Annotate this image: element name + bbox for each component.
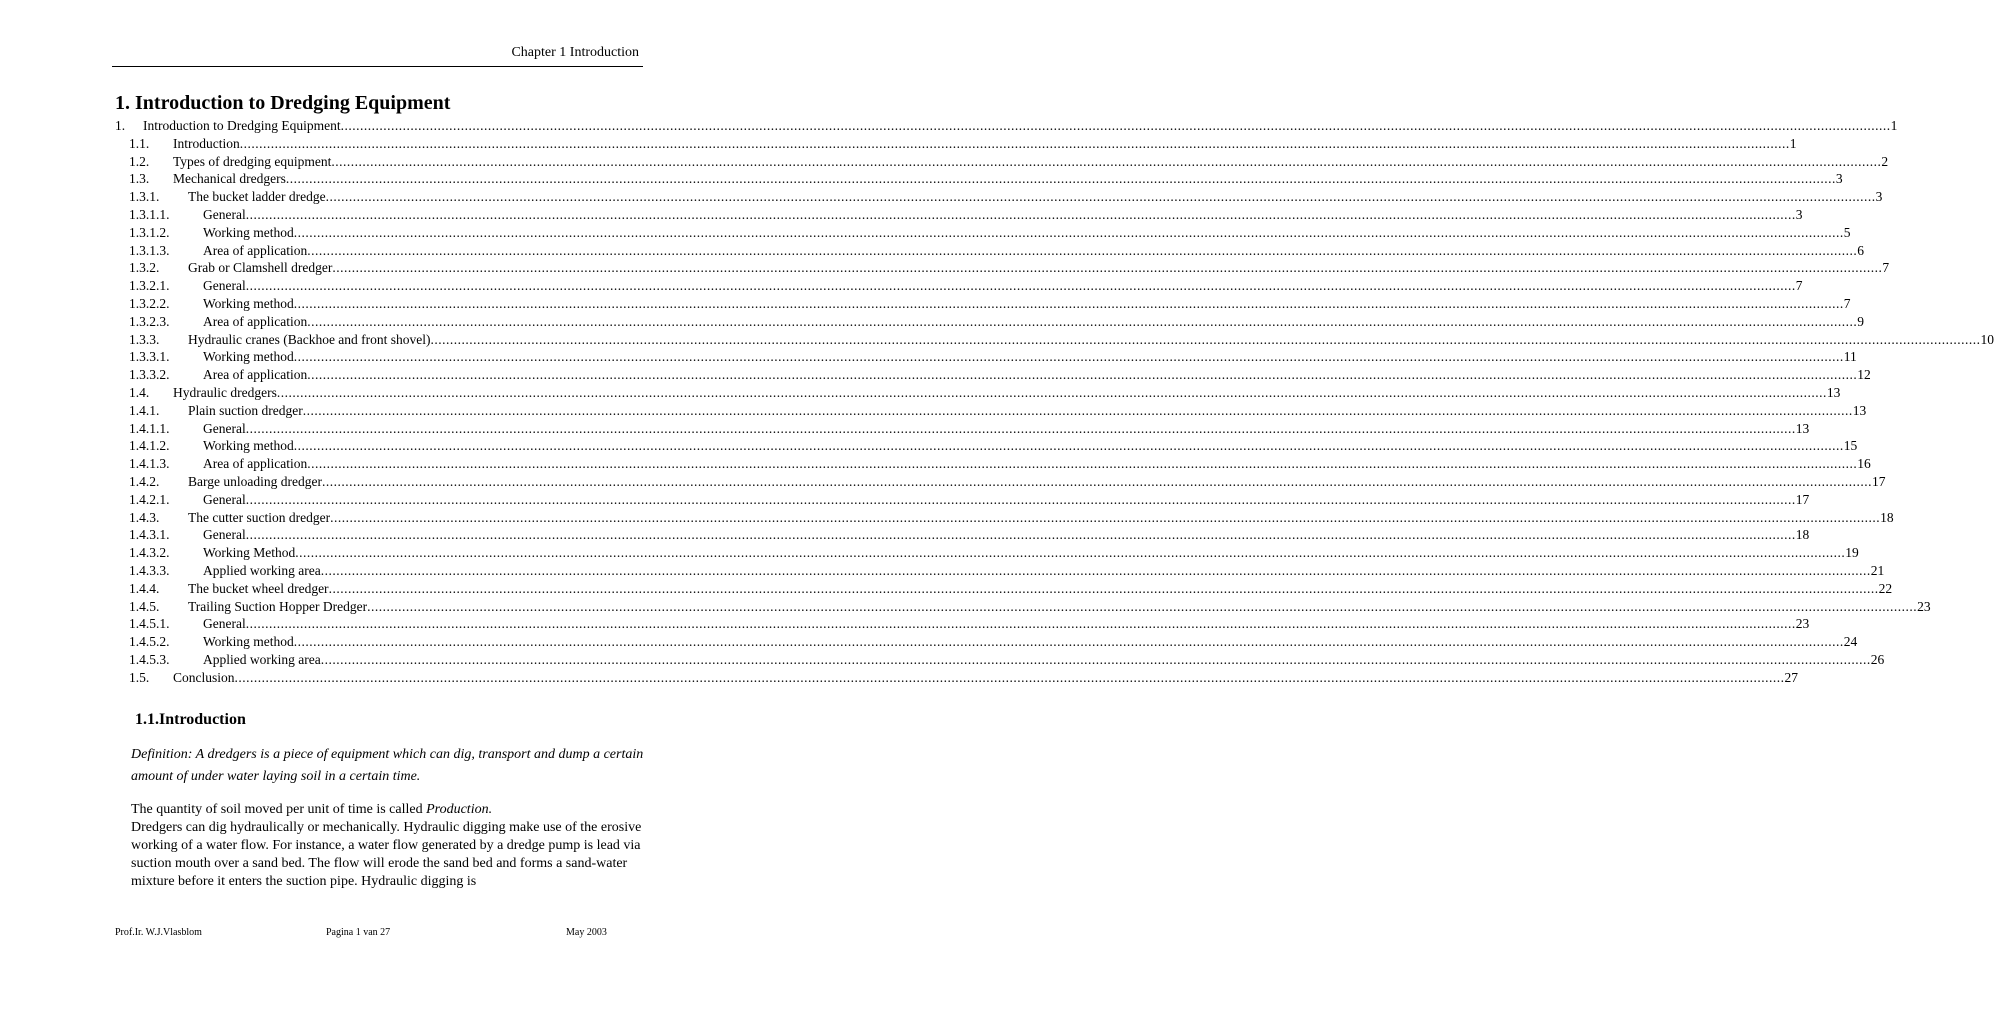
toc-number: 1.3.2.2.	[129, 295, 170, 311]
toc-label: Working method	[203, 295, 294, 311]
toc-label: Working method	[203, 349, 294, 365]
toc-leader-dots: ................................................................................................................................................................................................................................................................................................................................................................................................................	[307, 367, 1858, 383]
toc-number: 1.4.1.	[129, 402, 160, 418]
toc-leader-dots: ................................................................................................................................................................................................................................................................................................................................................................................................................	[293, 634, 1844, 650]
toc-number: 1.	[115, 118, 126, 133]
toc-label: Area of application	[203, 242, 308, 258]
toc-leader-dots: ................................................................................................................................................................................................................................................................................................................................................................................................................	[340, 118, 1891, 133]
production-paragraph	[131, 801, 651, 819]
toc-number: 1.3.2.	[129, 260, 160, 276]
toc-leader-dots: ................................................................................................................................................................................................................................................................................................................................................................................................................	[245, 491, 1796, 507]
toc-page-number: 13	[1826, 384, 1841, 400]
toc-leader-dots: ................................................................................................................................................................................................................................................................................................................................................................................................................	[234, 669, 1785, 685]
toc-label: The cutter suction dredger	[188, 509, 331, 525]
toc-label: Grab or Clamshell dredger	[188, 260, 333, 276]
toc-page-number: 23	[1917, 598, 1931, 614]
toc-leader-dots: ................................................................................................................................................................................................................................................................................................................................................................................................................	[245, 527, 1796, 543]
toc-number: 1.4.2.	[129, 473, 160, 489]
toc-number: 1.4.5.2.	[129, 634, 170, 650]
toc-entry[interactable]	[115, 651, 1885, 669]
toc-page-number: 9	[1857, 313, 1864, 329]
toc-entry[interactable]	[115, 455, 1871, 473]
toc-number: 1.4.5.1.	[129, 616, 170, 632]
toc-page-number: 7	[1795, 278, 1803, 294]
toc-entry[interactable]	[115, 331, 1994, 349]
toc-page-number: 18	[1880, 509, 1894, 525]
toc-page-number: 6	[1857, 242, 1864, 258]
toc-entry[interactable]	[115, 633, 1858, 651]
toc-number: 1.4.3.2.	[129, 545, 170, 561]
toc-label: The bucket ladder dredge	[188, 189, 326, 205]
toc-number: 1.4.4.	[129, 580, 160, 596]
toc-entry[interactable]	[115, 544, 1859, 562]
toc-leader-dots: ................................................................................................................................................................................................................................................................................................................................................................................................................	[307, 242, 1858, 258]
toc-entry[interactable]	[115, 206, 1803, 224]
toc-label: The bucket wheel dredger	[188, 580, 329, 596]
toc-leader-dots: ................................................................................................................................................................................................................................................................................................................................................................................................................	[285, 171, 1836, 187]
toc-label: Working method	[203, 438, 294, 454]
toc-number: 1.4.3.3.	[129, 562, 170, 578]
header-rule	[112, 66, 643, 67]
toc-leader-dots: ................................................................................................................................................................................................................................................................................................................................................................................................................	[325, 189, 1876, 205]
toc-page-number: 3	[1795, 206, 1803, 222]
toc-page-number: 10	[1980, 331, 1994, 347]
toc-label: Working Method	[203, 545, 296, 561]
toc-entry[interactable]	[115, 384, 1841, 402]
toc-label: General	[203, 491, 246, 507]
toc-page-number: 11	[1843, 349, 1857, 365]
toc-number: 1.4.3.1.	[129, 527, 170, 543]
toc-entry[interactable]	[115, 313, 1864, 331]
toc-label: Conclusion	[173, 669, 235, 685]
toc-number: 1.3.2.1.	[129, 278, 170, 294]
toc-page-number: 15	[1843, 438, 1858, 454]
toc-page-number: 23	[1795, 616, 1810, 632]
toc-page-number: 16	[1857, 456, 1871, 472]
toc-entry[interactable]	[115, 420, 1810, 438]
toc-label: General	[203, 420, 246, 436]
toc-leader-dots: ................................................................................................................................................................................................................................................................................................................................................................................................................	[331, 153, 1882, 169]
toc-leader-dots: ................................................................................................................................................................................................................................................................................................................................................................................................................	[245, 420, 1796, 436]
toc-entry[interactable]	[115, 224, 1851, 242]
toc-leader-dots: ................................................................................................................................................................................................................................................................................................................................................................................................................	[293, 295, 1844, 311]
toc-label: General	[203, 616, 246, 632]
toc-leader-dots: ................................................................................................................................................................................................................................................................................................................................................................................................................	[321, 473, 1872, 489]
toc-entry[interactable]	[115, 615, 1810, 633]
toc-entry[interactable]	[115, 348, 1857, 366]
toc-leader-dots: ................................................................................................................................................................................................................................................................................................................................................................................................................	[307, 456, 1858, 472]
toc-label: Hydraulic cranes (Backhoe and front shovel)	[188, 331, 431, 347]
toc-label: Applied working area	[203, 562, 321, 578]
toc-page-number: 7	[1882, 260, 1890, 276]
toc-number: 1.3.3.	[129, 331, 160, 347]
toc-entry[interactable]	[115, 135, 1797, 153]
toc-label: General	[203, 527, 246, 543]
toc-label: Hydraulic dredgers	[173, 384, 277, 400]
toc-leader-dots: ................................................................................................................................................................................................................................................................................................................................................................................................................	[245, 278, 1796, 294]
toc-label: Introduction to Dredging Equipment	[143, 118, 341, 133]
toc-entry[interactable]	[115, 153, 1889, 171]
toc-label: Barge unloading dredger	[188, 473, 322, 489]
toc-leader-dots: ................................................................................................................................................................................................................................................................................................................................................................................................................	[293, 224, 1844, 240]
toc-label: Area of application	[203, 313, 308, 329]
toc-leader-dots: ................................................................................................................................................................................................................................................................................................................................................................................................................	[328, 580, 1879, 596]
toc-number: 1.4.1.1.	[129, 420, 170, 436]
document-title: 1. Introduction to Dredging Equipment	[115, 92, 451, 114]
toc-leader-dots: ................................................................................................................................................................................................................................................................................................................................................................................................................	[430, 331, 1981, 347]
toc-leader-dots: ................................................................................................................................................................................................................................................................................................................................................................................................................	[367, 598, 1918, 614]
toc-entry[interactable]	[115, 437, 1858, 455]
toc-page-number: 7	[1843, 295, 1851, 311]
toc-entry[interactable]	[115, 669, 1799, 687]
toc-number: 1.4.2.1.	[129, 491, 170, 507]
toc-leader-dots: ................................................................................................................................................................................................................................................................................................................................................................................................................	[293, 349, 1844, 365]
toc-leader-dots: ................................................................................................................................................................................................................................................................................................................................................................................................................	[295, 545, 1846, 561]
toc-leader-dots: ................................................................................................................................................................................................................................................................................................................................................................................................................	[330, 509, 1881, 525]
toc-label: General	[203, 278, 246, 294]
toc-number: 1.3.3.1.	[129, 349, 170, 365]
toc-leader-dots: ................................................................................................................................................................................................................................................................................................................................................................................................................	[320, 651, 1871, 667]
toc-page-number: 26	[1870, 651, 1885, 667]
toc-entry[interactable]	[115, 188, 1883, 206]
toc-entry[interactable]	[115, 509, 1894, 527]
toc-number: 1.3.1.	[129, 189, 160, 205]
toc-entry[interactable]	[115, 491, 1810, 509]
toc-number: 1.4.	[129, 384, 150, 400]
toc-label: Applied working area	[203, 651, 321, 667]
toc-leader-dots: ................................................................................................................................................................................................................................................................................................................................................................................................................	[293, 438, 1844, 454]
toc-entry[interactable]	[115, 562, 1885, 580]
toc-number: 1.4.1.2.	[129, 438, 170, 454]
toc-page-number: 17	[1795, 491, 1810, 507]
toc-number: 1.3.3.2.	[129, 367, 170, 383]
toc-entry[interactable]	[115, 277, 1803, 295]
toc-entry[interactable]	[115, 242, 1864, 260]
toc-label: Working method	[203, 224, 294, 240]
definition-text: Definition: A dredgers is a piece of equipment which can dig, transport and dump a certain amount of under water laying soil in a certain time.	[131, 747, 644, 784]
toc-leader-dots: ................................................................................................................................................................................................................................................................................................................................................................................................................	[245, 206, 1796, 222]
section-title: 1.1.Introduction	[135, 711, 246, 728]
table-of-contents	[115, 117, 1994, 687]
toc-leader-dots: ................................................................................................................................................................................................................................................................................................................................................................................................................	[302, 402, 1853, 418]
toc-entry[interactable]	[115, 580, 1893, 598]
toc-number: 1.5.	[129, 669, 150, 685]
toc-label: General	[203, 206, 246, 222]
toc-page-number: 1	[1890, 118, 1898, 133]
toc-number: 1.3.	[129, 171, 150, 187]
body-text	[131, 801, 651, 891]
toc-number: 1.4.3.	[129, 509, 160, 525]
footer-date: May 2003	[566, 927, 607, 938]
toc-entry[interactable]	[115, 366, 1871, 384]
toc-page-number: 17	[1871, 473, 1886, 489]
toc-page-number: 12	[1857, 367, 1871, 383]
toc-page-number: 19	[1845, 545, 1859, 561]
toc-leader-dots: ................................................................................................................................................................................................................................................................................................................................................................................................................	[276, 384, 1827, 400]
toc-label: Types of dredging equipment	[173, 153, 332, 169]
toc-label: Working method	[203, 634, 294, 650]
toc-number: 1.2.	[129, 153, 150, 169]
toc-entry[interactable]	[115, 170, 1843, 188]
toc-label: Trailing Suction Hopper Dredger	[188, 598, 368, 614]
toc-page-number: 5	[1843, 224, 1851, 240]
toc-label: Plain suction dredger	[188, 402, 303, 418]
footer-author: Prof.Ir. W.J.Vlasblom	[115, 927, 202, 938]
toc-page-number: 13	[1852, 402, 1867, 418]
toc-number: 1.4.5.	[129, 598, 160, 614]
toc-number: 1.3.1.2.	[129, 224, 170, 240]
toc-leader-dots: ................................................................................................................................................................................................................................................................................................................................................................................................................	[307, 313, 1858, 329]
production-term: Production.	[426, 802, 493, 817]
toc-label: Area of application	[203, 456, 308, 472]
toc-entry[interactable]	[115, 473, 1886, 491]
toc-entry[interactable]	[115, 526, 1810, 544]
toc-page-number: 2	[1881, 153, 1889, 169]
toc-label: Introduction	[173, 135, 240, 151]
toc-number: 1.3.2.3.	[129, 313, 170, 329]
toc-page-number: 13	[1795, 420, 1810, 436]
page-footer	[115, 927, 615, 943]
toc-page-number: 21	[1870, 562, 1885, 578]
toc-number: 1.1.	[129, 135, 150, 151]
toc-number: 1.4.5.3.	[129, 651, 170, 667]
toc-page-number: 22	[1878, 580, 1893, 596]
toc-entry[interactable]	[115, 598, 1931, 616]
toc-page-number: 3	[1875, 189, 1883, 205]
chapter-heading: Chapter 1 Introduction	[511, 45, 639, 60]
toc-leader-dots: ................................................................................................................................................................................................................................................................................................................................................................................................................	[332, 260, 1883, 276]
toc-entry[interactable]	[115, 259, 1890, 277]
toc-entry[interactable]	[115, 402, 1867, 420]
toc-page-number: 18	[1795, 527, 1810, 543]
toc-leader-dots: ................................................................................................................................................................................................................................................................................................................................................................................................................	[239, 135, 1790, 151]
toc-number: 1.3.1.1.	[129, 206, 170, 222]
toc-number: 1.4.1.3.	[129, 456, 170, 472]
toc-page-number: 3	[1835, 171, 1843, 187]
toc-entry[interactable]	[115, 117, 1898, 135]
footer-page-number: Pagina 1 van 27	[326, 927, 391, 938]
toc-entry[interactable]	[115, 295, 1851, 313]
page-header	[112, 45, 643, 67]
production-sentence: The quantity of soil moved per unit of time is called	[131, 802, 427, 817]
toc-leader-dots: ................................................................................................................................................................................................................................................................................................................................................................................................................	[320, 562, 1871, 578]
digging-paragraph: Dredgers can dig hydraulically or mechanically. Hydraulic digging make use of the erosive working of a water flow. For instance, a water flow generated by a dredge pump is lead via suction mouth over a sand bed. The flow will erode the sand bed and forms a sand-water mixture before it enters the suction pipe. Hydraulic digging is	[131, 820, 642, 889]
toc-page-number: 27	[1784, 669, 1799, 685]
toc-page-number: 24	[1843, 634, 1858, 650]
toc-label: Area of application	[203, 367, 308, 383]
toc-label: Mechanical dredgers	[173, 171, 286, 187]
toc-number: 1.3.1.3.	[129, 242, 170, 258]
toc-leader-dots: ................................................................................................................................................................................................................................................................................................................................................................................................................	[245, 616, 1796, 632]
toc-page-number: 1	[1789, 135, 1797, 151]
